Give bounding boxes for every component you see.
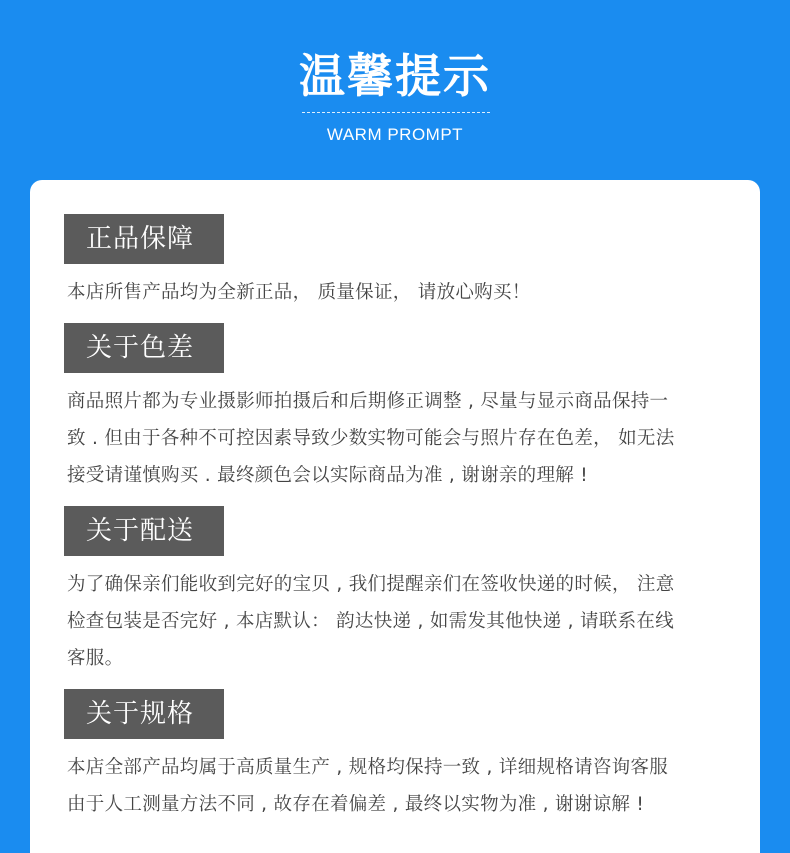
section-label: 关于色差 (64, 323, 224, 373)
section-body (67, 383, 737, 494)
section-label: 关于配送 (64, 506, 224, 556)
page-header (0, 0, 790, 180)
section-body (67, 566, 737, 677)
section-label: 正品保障 (64, 214, 224, 264)
body-line: 商品照片都为专业摄影师拍摄后和后期修正调整 , 尽量与显示商品保持一 (67, 391, 669, 412)
title-divider (302, 112, 490, 113)
section-body (67, 749, 737, 823)
body-line: 致 . 但由于各种不可控因素导致少数实物可能会与照片存在色差， 如无法 (67, 428, 675, 449)
notice-card (30, 180, 760, 853)
body-line: 为了确保亲们能收到完好的宝贝 , 我们提醒亲们在签收快递的时候， 注意 (67, 574, 675, 595)
body-line: 由于人工测量方法不同 , 故存在着偏差 , 最终以实物为准 , 谢谢谅解 ! (67, 794, 645, 815)
section-label: 关于规格 (64, 689, 224, 739)
page-subtitle: WARM PROMPT (326, 125, 464, 144)
page-title: 温馨提示 (299, 49, 491, 103)
body-line: 本店所售产品均为全新正品， 质量保证， 请放心购买！ (67, 282, 531, 303)
body-line: 接受请谨慎购买 . 最终颜色会以实际商品为准 , 谢谢亲的理解 ! (67, 465, 588, 486)
body-line: 检查包装是否完好 , 本店默认： 韵达快递 , 如需发其他快递 , 请联系在线 (67, 611, 675, 632)
body-line: 客服。 (67, 648, 124, 669)
body-line: 本店全部产品均属于高质量生产 , 规格均保持一致 , 详细规格请咨询客服 (67, 757, 669, 778)
section-body (67, 274, 737, 311)
